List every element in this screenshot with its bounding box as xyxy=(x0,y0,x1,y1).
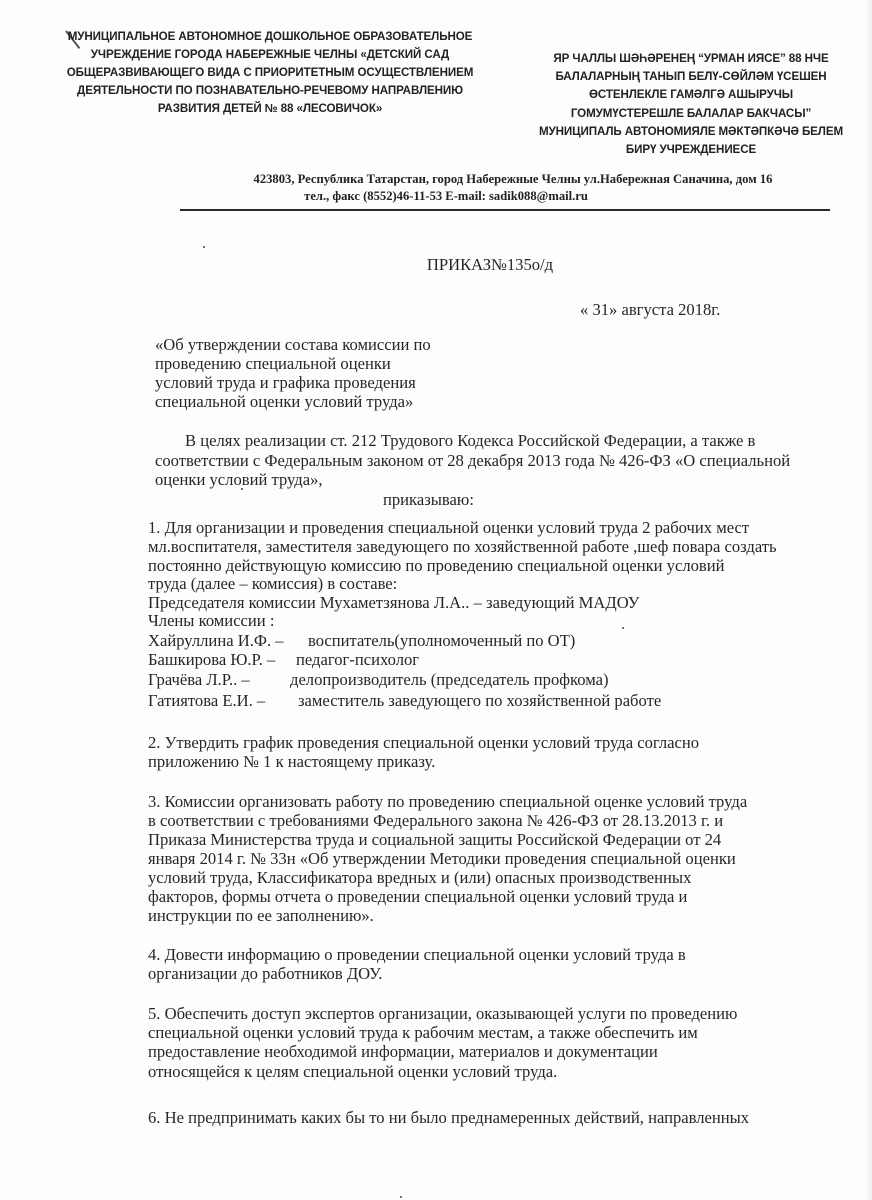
member-role: заместитель заведующего по хозяйственной работе xyxy=(298,691,662,710)
preamble-line: оценки условий труда», xyxy=(155,470,323,489)
header-left-line: УЧРЕЖДЕНИЕ ГОРОДА НАБЕРЕЖНЫЕ ЧЕЛНЫ «ДЕТСКИЙ САД xyxy=(90,48,450,61)
item-4-line: 4. Довести информацию о проведении специальной оценки условий труда в xyxy=(148,945,686,964)
item-3-line: инструкции по ее заполнению». xyxy=(148,906,374,925)
members-label: Члены комиссии : xyxy=(148,611,275,630)
order-date: « 31» августа 2018г. xyxy=(580,300,721,319)
item-4-line: организации до работников ДОУ. xyxy=(148,964,383,983)
item-5-line: 5. Обеспечить доступ экспертов организации, оказывающей услуги по проведению xyxy=(148,1004,738,1023)
order-word: приказываю: xyxy=(383,490,474,509)
item-3-line: Приказа Министерства труда и социальной защиты Российской Федерации от 24 xyxy=(148,830,722,849)
item-5-line: относящейся к целям специальной оценки условий труда. xyxy=(148,1062,558,1081)
chairman-line: Председателя комиссии Мухаметзянова Л.А.. – заведующий МАДОУ xyxy=(148,593,640,612)
order-subject-line: специальной оценки условий труда» xyxy=(155,392,414,411)
order-subject-line: проведению специальной оценки xyxy=(155,354,391,373)
header-right-line: ӨСТЕНЛЕКЛЕ ГАМӘЛГӘ АШЫРУЧЫ xyxy=(588,88,794,101)
member-name: Гатиятова Е.И. – xyxy=(148,691,266,710)
item-2-line: 2. Утвердить график проведения специальной оценки условий труда согласно xyxy=(148,733,700,752)
member-name: Хайруллина И.Ф. – xyxy=(148,631,284,650)
member-name: Грачёва Л.Р.. – xyxy=(148,670,250,689)
member-name: Башкирова Ю.Р. – xyxy=(148,650,276,669)
preamble-line: соответствии с Федеральным законом от 28 декабря 2013 года № 426-ФЗ «О специальной xyxy=(155,451,791,470)
item-3-line: 3. Комиссии организовать работу по проведению специальной оценке условий труда xyxy=(148,792,748,811)
header-right-line: БИРҮ УЧРЕЖДЕНИЕСЕ xyxy=(625,143,757,156)
member-role: педагог-психолог xyxy=(296,650,420,669)
order-subject-line: условий труда и графика проведения xyxy=(155,373,416,392)
item-1-line: 1. Для организации и проведения специальной оценки условий труда 2 рабочих мест xyxy=(148,518,750,537)
item-5-line: специальной оценки условий труда к рабочим местам, а также обеспечить им xyxy=(148,1023,698,1042)
preamble-line: В целях реализации ст. 212 Трудового Кодекса Российской Федерации, а также в xyxy=(185,431,756,450)
item-3-line: факторов, формы отчета о проведении специальной оценки условий труда и xyxy=(148,887,688,906)
header-left-line: МУНИЦИПАЛЬНОЕ АВТОНОМНОЕ ДОШКОЛЬНОЕ ОБРАЗОВАТЕЛЬНОЕ xyxy=(67,30,473,43)
item-1-line: труда (далее – комиссия) в составе: xyxy=(148,574,398,593)
header-left-line: ДЕЯТЕЛЬНОСТИ ПО ПОЗНАВАТЕЛЬНО-РЕЧЕВОМУ НАПРАВЛЕНИЮ xyxy=(77,84,463,97)
order-title: ПРИКАЗ№135о/д xyxy=(426,255,554,274)
contacts-line: тел., факс (8552)46-11-53 E-mail: sadik088@mail.ru xyxy=(304,189,588,203)
header-right-line: ЯР ЧАЛЛЫ ШӘҺӘРЕНЕҢ “УРМАН ИЯСЕ” 88 НЧЕ xyxy=(553,52,829,65)
item-2-line: приложению № 1 к настоящему приказу. xyxy=(148,752,436,771)
header-right-line: МУНИЦИПАЛЬ АВТОНОМИЯЛЕ МӘКТӘПКӘЧӘ БЕЛЕМ xyxy=(538,125,844,138)
scan-edge xyxy=(866,0,872,1200)
address-line: 423803, Республика Татарстан, город Набережные Челны ул.Набережная Саначина, дом 16 xyxy=(253,172,773,186)
item-3-line: условий труда, Классификатора вредных и (или) опасных производственных xyxy=(148,868,692,887)
member-role: делопроизводитель (председатель профкома) xyxy=(290,670,609,689)
item-1-line: постоянно действующую комиссию по проведению специальной оценки условий xyxy=(148,556,725,575)
item-3-line: в соответствии с требованиями Федерального закона № 426-ФЗ от 28.13.2013 г. и xyxy=(148,811,724,830)
member-role: воспитатель(уполномоченный по ОТ) xyxy=(308,631,576,650)
scan-speck xyxy=(203,246,205,248)
header-divider xyxy=(180,209,830,211)
item-1-line: мл.воспитателя, заместителя заведующего по хозяйственной работе ,шеф повара создать xyxy=(148,537,777,556)
header-left-line: ОБЩЕРАЗВИВАЮЩЕГО ВИДА С ПРИОРИТЕТНЫМ ОСУЩЕСТВЛЕНИЕМ xyxy=(66,66,474,79)
header-right-line: БАЛАЛАРНЫҢ ТАНЫП БЕЛҮ-СӨЙЛӘМ ҮСЕШЕН xyxy=(555,70,827,83)
header-left-line: РАЗВИТИЯ ДЕТЕЙ № 88 «ЛЕСОВИЧОК» xyxy=(157,102,383,115)
item-6-line: 6. Не предпринимать каких бы то ни было преднамеренных действий, направленных xyxy=(148,1108,750,1127)
order-subject-line: «Об утверждении состава комиссии по xyxy=(155,335,431,354)
scan-speck xyxy=(400,1196,402,1198)
item-3-line: января 2014 г. № 33н «Об утверждении Методики проведения специальной оценки xyxy=(148,849,736,868)
item-5-line: предоставление необходимой информации, материалов и документации xyxy=(148,1042,658,1061)
scan-speck xyxy=(622,627,624,629)
header-right-line: ГОМУМҮСТЕРЕШЛЕ БАЛАЛАР БАКЧАСЫ” xyxy=(570,107,812,120)
